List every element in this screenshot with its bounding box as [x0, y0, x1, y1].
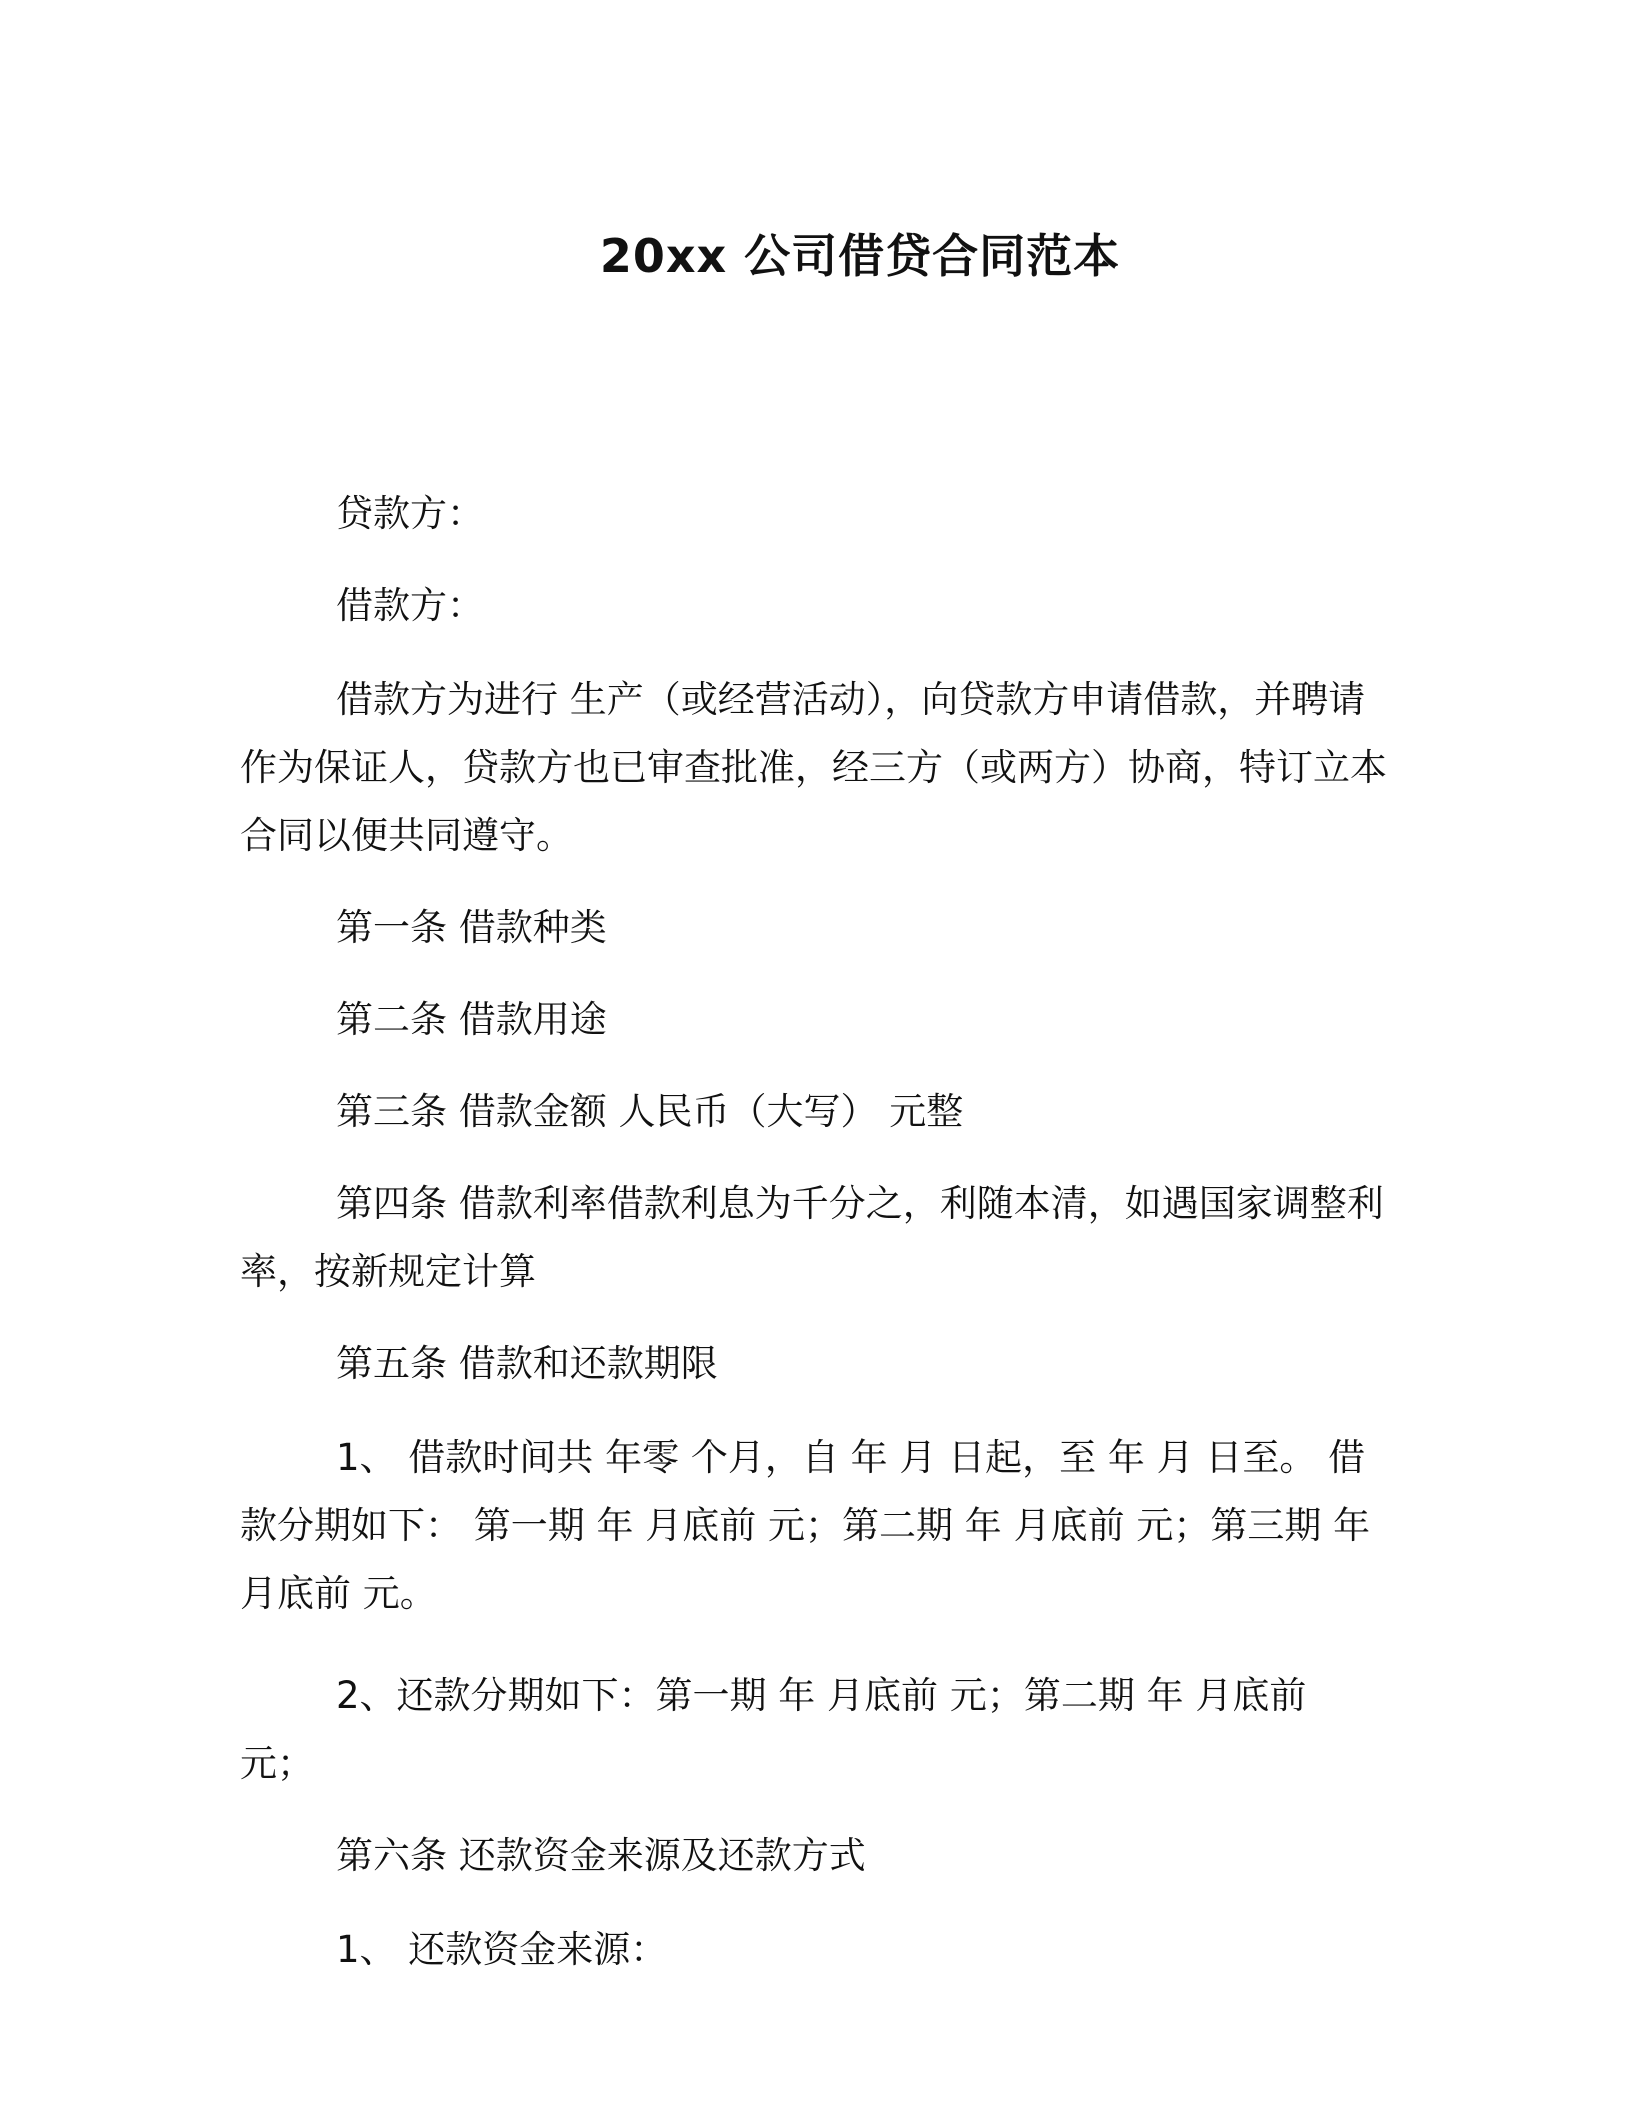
- article-5-item-2: 2、还款分期如下：第一期 年 月底前 元；第二期 年 月底前 元；: [240, 1674, 1307, 1785]
- document-body: [240, 480, 1390, 1984]
- article-6-item-1: 1、 还款资金来源：: [336, 1928, 668, 1971]
- article-5: 第五条 借款和还款期限: [336, 1342, 718, 1385]
- lender-line: 贷款方：: [336, 492, 484, 535]
- borrower-line: 借款方：: [336, 584, 484, 627]
- preamble-paragraph: 借款方为进行 生产（或经营活动），向贷款方申请借款，并聘请 作为保证人，贷款方也已审查批准，经三方（或两方）协商，特订立本合同以便共同遵守。: [240, 678, 1387, 857]
- article-5-item-1: 1、 借款时间共 年零 个月，自 年 月 日起，至 年 月 日至。 借款分期如下： 第一期 年 月底前 元；第二期 年 月底前 元；第三期 年 月底前 元。: [240, 1436, 1371, 1615]
- article-2: 第二条 借款用途: [336, 998, 607, 1041]
- document-title: 20xx 公司借贷合同范本: [599, 229, 1121, 283]
- article-4: 第四条 借款利率借款利息为千分之，利随本清，如遇国家调整利率，按新规定计算: [240, 1182, 1384, 1293]
- article-3: 第三条 借款金额 人民币（大写） 元整: [336, 1090, 964, 1133]
- article-6: 第六条 还款资金来源及还款方式: [336, 1834, 866, 1877]
- article-1: 第一条 借款种类: [336, 906, 607, 949]
